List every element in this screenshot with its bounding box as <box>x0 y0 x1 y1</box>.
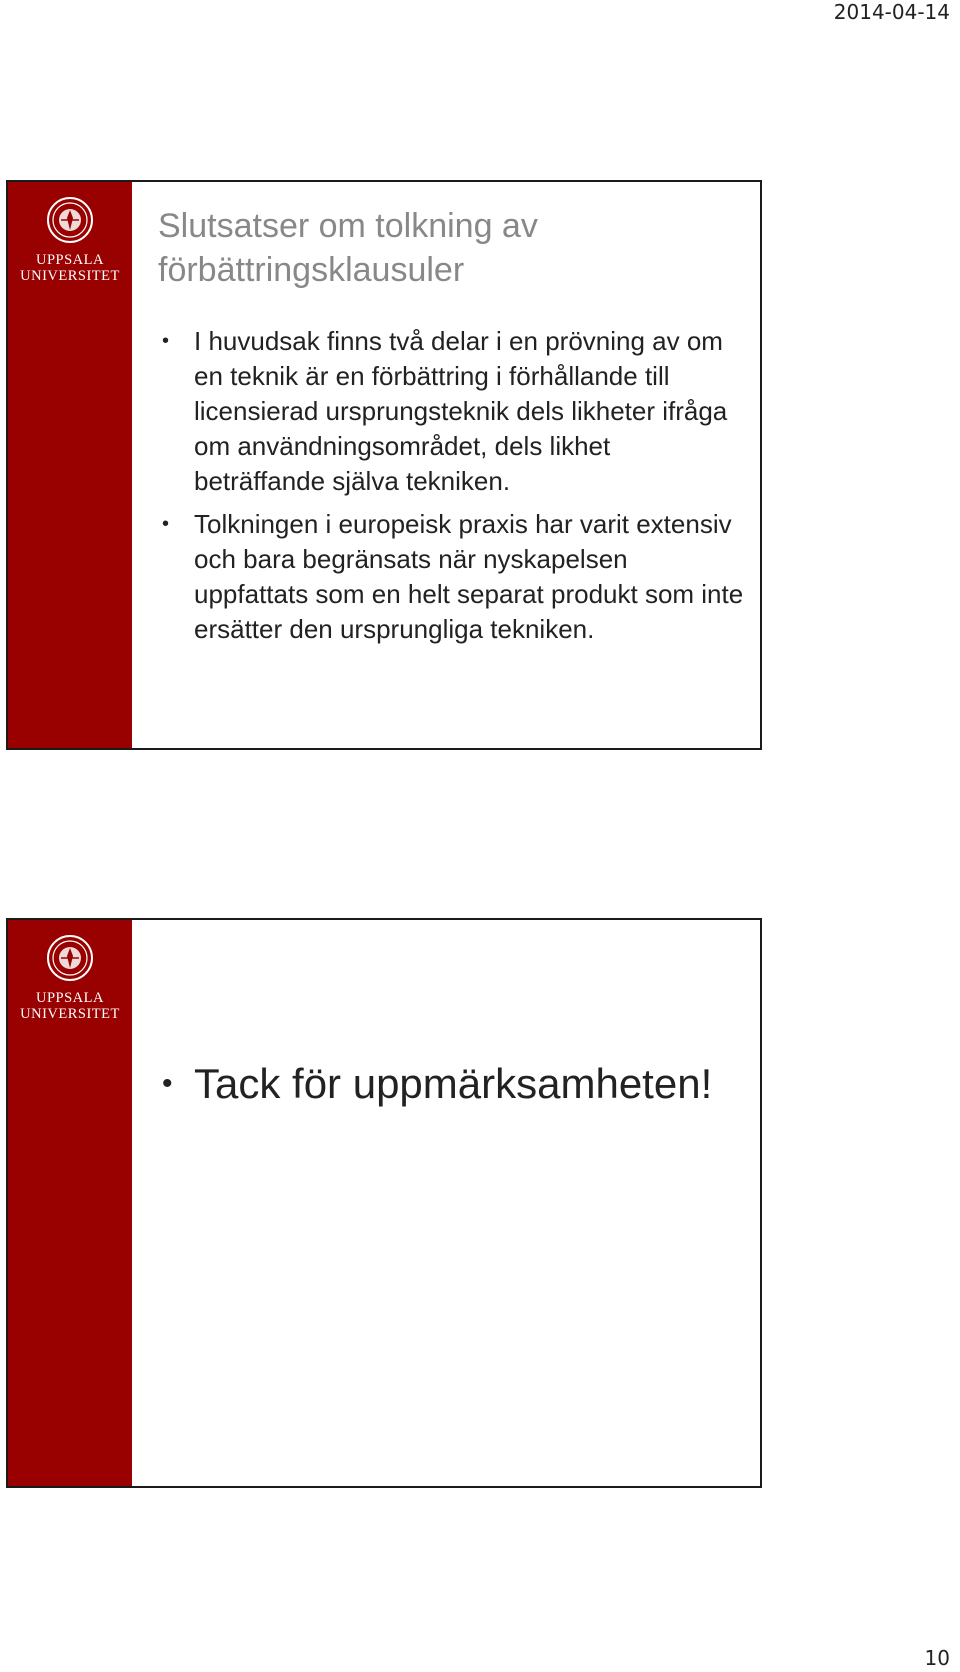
university-logo <box>8 196 132 284</box>
logo-line-universitet: UNIVERSITET <box>20 1006 120 1022</box>
page-number: 10 <box>924 1646 950 1670</box>
slide-thanks <box>6 918 762 1488</box>
university-seal-icon <box>46 196 94 244</box>
slide-sidebar <box>8 920 132 1486</box>
page-date: 2014-04-14 <box>833 0 950 24</box>
bullet-dot-icon: • <box>162 330 170 352</box>
logo-line-universitet: UNIVERSITET <box>20 268 120 284</box>
university-seal-icon <box>46 934 94 982</box>
list-item <box>158 1058 748 1110</box>
list-item <box>158 324 748 499</box>
slide-title: Slutsatser om tolkning av förbättringsklausuler <box>158 207 538 289</box>
logo-line-uppsala: UPPSALA <box>36 252 104 268</box>
bullet-dot-icon: • <box>162 1067 173 1100</box>
university-logo <box>8 934 132 1022</box>
bullet-text: I huvudsak finns två delar i en prövning av om en teknik är en förbättring i förhållande till licensierad ursprungsteknik dels likheter ifråga om användningsområdet, dels likhet beträffande själva tekniken. <box>194 326 728 496</box>
bullet-list <box>158 324 748 655</box>
bullet-list <box>158 1058 748 1110</box>
logo-line-uppsala: UPPSALA <box>36 990 104 1006</box>
bullet-text: Tolkningen i europeisk praxis har varit extensiv och bara begränsats när nyskapelsen uppfattats som en helt separat produkt som inte ersätter den ursprungliga tekniken. <box>194 509 744 644</box>
list-item <box>158 507 748 647</box>
slide-conclusions <box>6 180 762 750</box>
bullet-dot-icon: • <box>162 513 170 535</box>
slide-sidebar <box>8 182 132 748</box>
thanks-text: Tack för uppmärksamheten! <box>194 1060 713 1107</box>
